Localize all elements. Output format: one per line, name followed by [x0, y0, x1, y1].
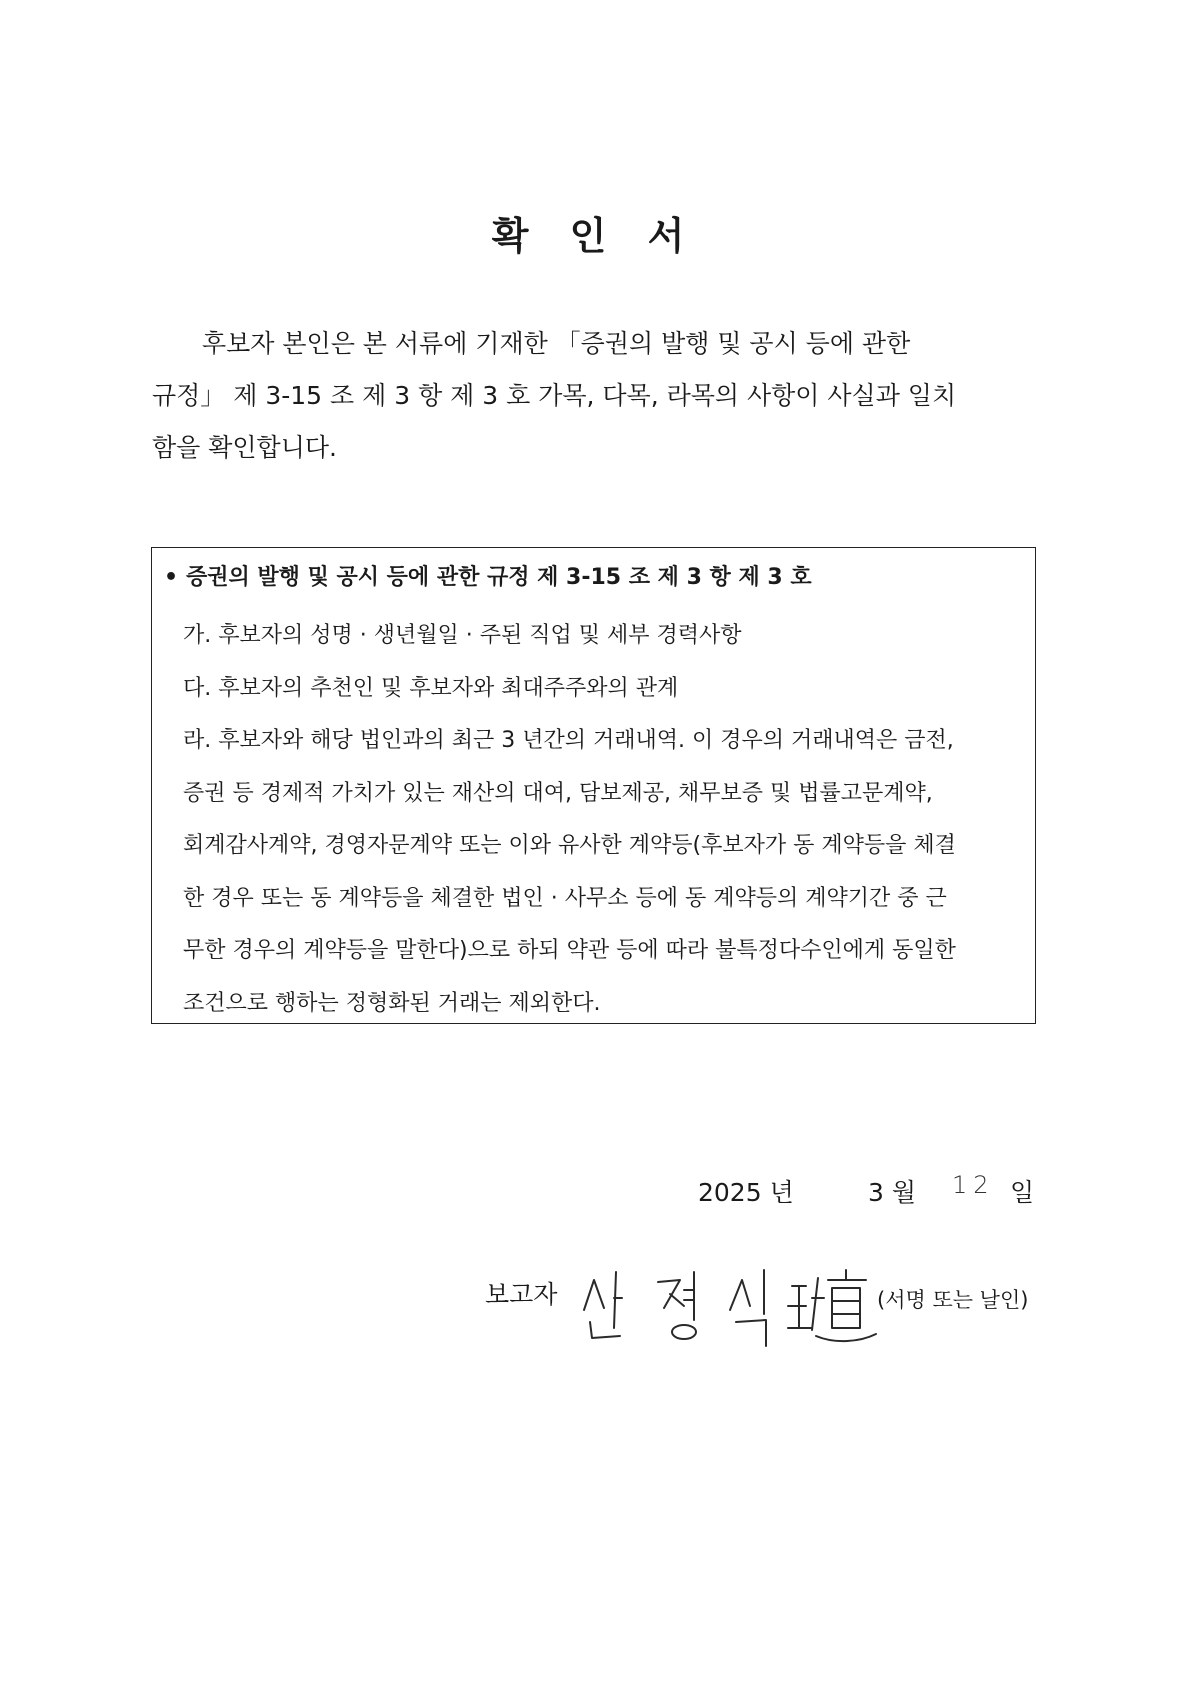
- regulation-heading: [164, 560, 812, 591]
- reporter-label: 보고자: [485, 1280, 558, 1309]
- date-year: 2025 년: [698, 1178, 794, 1207]
- regulation-line: 라. 후보자와 해당 법인과의 최근 3 년간의 거래내역. 이 경우의 거래내역은 금전,: [183, 728, 954, 753]
- regulation-line: 다. 후보자의 추천인 및 후보자와 최대주주와의 관계: [183, 675, 679, 701]
- regulation-line: 증권 등 경제적 가치가 있는 재산의 대여, 담보제공, 채무보증 및 법률고문계약,: [183, 780, 933, 806]
- regulation-box: [151, 547, 1036, 1024]
- regulation-items: [183, 610, 1023, 1030]
- date-day-handwritten: 12: [952, 1171, 995, 1199]
- bullet-icon: •: [164, 565, 179, 590]
- handwritten-signature: [580, 1258, 880, 1348]
- date-day-suffix: 일: [1010, 1178, 1035, 1207]
- regulation-line: 회계감사계약, 경영자문계약 또는 이와 유사한 계약등(후보자가 동 계약등을 체결: [183, 833, 956, 858]
- intro-line: 후보자 본인은 본 서류에 기재한 「증권의 발행 및 공시 등에 관한: [202, 329, 911, 358]
- intro-line: 규정」 제 3-15 조 제 3 항 제 3 호 가목, 다목, 라목의 사항이 사실과 일치: [152, 381, 957, 410]
- regulation-line: 무한 경우의 계약등을 말한다)으로 하되 약관 등에 따라 불특정다수인에게 동일한: [183, 938, 956, 963]
- regulation-line: 가. 후보자의 성명 · 생년월일 · 주된 직업 및 세부 경력사항: [183, 623, 742, 648]
- regulation-heading-text: 증권의 발행 및 공시 등에 관한 규정 제 3-15 조 제 3 항 제 3 호: [186, 565, 812, 590]
- date-month: 3 월: [868, 1178, 917, 1207]
- signature-note: (서명 또는 날인): [877, 1288, 1029, 1312]
- intro-line: 함을 확인합니다.: [152, 433, 337, 462]
- regulation-line: 한 경우 또는 동 계약등을 체결한 법인 · 사무소 등에 동 계약등의 계약기간 중 근: [183, 885, 947, 911]
- regulation-line: 조건으로 행하는 정형화된 거래는 제외한다.: [183, 990, 601, 1016]
- document-title: 확 인 서: [491, 214, 699, 258]
- intro-paragraph: [152, 318, 1032, 474]
